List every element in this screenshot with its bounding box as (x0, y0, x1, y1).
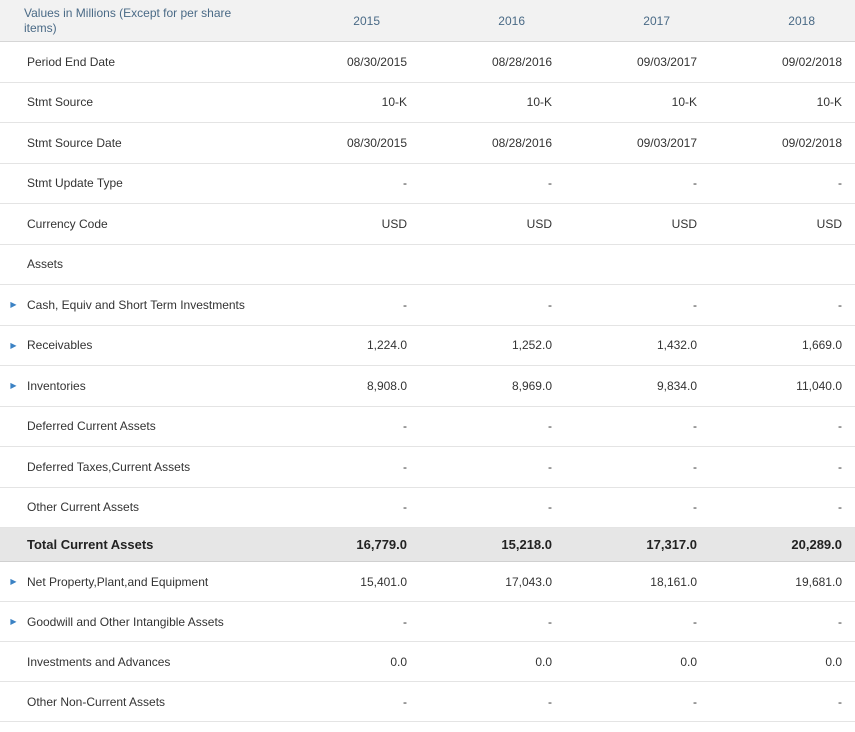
row-value-2016: - (548, 614, 552, 629)
row-value-2016: 10-K (526, 95, 552, 110)
table-row (0, 83, 855, 124)
row-value-2015: - (403, 694, 407, 709)
row-value-2015: 10-K (381, 95, 407, 110)
table-row (0, 407, 855, 448)
row-value-2018: 0.0 (825, 654, 842, 669)
row-value-2018: - (838, 500, 842, 515)
row-value-2015: 1,224.0 (366, 338, 407, 353)
row-value-2015: - (403, 459, 407, 474)
row-value-2016: - (548, 176, 552, 191)
triangle-right-icon[interactable]: ▶ (10, 300, 17, 310)
year-2016-header: 2016 (498, 13, 525, 28)
row-label: Stmt Source (27, 95, 94, 110)
row-value-2017: 10-K (671, 95, 697, 110)
table-row[interactable] (0, 285, 855, 326)
row-value-2016: 17,043.0 (505, 574, 552, 589)
row-value-2018: - (838, 459, 842, 474)
row-value-2018: - (838, 297, 842, 312)
row-value-2016: 15,218.0 (501, 537, 552, 552)
row-value-2018: 11,040.0 (796, 378, 842, 393)
row-value-2016: - (548, 694, 552, 709)
table-body (0, 42, 855, 722)
row-value-2016: 8,969.0 (511, 378, 552, 393)
table-row (0, 642, 855, 682)
row-value-2015: - (403, 614, 407, 629)
row-label: Cash, Equiv and Short Term Investments (27, 297, 245, 312)
row-value-2017: 17,317.0 (646, 537, 697, 552)
row-value-2018: 20,289.0 (791, 537, 842, 552)
row-label: Total Current Assets (27, 537, 154, 552)
row-value-2018: - (838, 694, 842, 709)
row-value-2018: - (838, 419, 842, 434)
row-label: Stmt Update Type (27, 176, 123, 191)
row-value-2018: - (838, 614, 842, 629)
row-label: Investments and Advances (27, 654, 171, 669)
row-value-2016: 0.0 (535, 654, 552, 669)
total-row (0, 528, 855, 562)
row-value-2018: - (838, 176, 842, 191)
row-label: Receivables (27, 338, 93, 353)
row-label: Deferred Taxes,Current Assets (27, 459, 191, 474)
row-value-2015: - (403, 419, 407, 434)
table-row (0, 164, 855, 205)
row-value-2015: USD (381, 216, 407, 231)
row-value-2017: - (693, 176, 697, 191)
row-value-2016: 1,252.0 (511, 338, 552, 353)
row-label: Currency Code (27, 216, 108, 231)
row-value-2017: - (693, 297, 697, 312)
row-value-2017: - (693, 500, 697, 515)
row-value-2016: - (548, 459, 552, 474)
row-value-2017: 0.0 (680, 654, 697, 669)
table-row (0, 245, 855, 286)
row-value-2017: 18,161.0 (650, 574, 697, 589)
row-value-2018: 09/02/2018 (781, 54, 842, 69)
row-value-2017: 09/03/2017 (636, 54, 697, 69)
row-value-2018: USD (816, 216, 842, 231)
row-value-2015: - (403, 500, 407, 515)
row-value-2018: 09/02/2018 (781, 135, 842, 150)
row-value-2017: - (693, 614, 697, 629)
row-value-2017: 1,432.0 (656, 338, 697, 353)
triangle-right-icon[interactable]: ▶ (10, 617, 17, 626)
row-value-2017: USD (671, 216, 697, 231)
year-2017-header: 2017 (643, 13, 670, 28)
year-2015-header: 2015 (353, 13, 380, 28)
triangle-right-icon[interactable]: ▶ (10, 577, 17, 586)
row-value-2015: 16,779.0 (356, 537, 407, 552)
row-value-2015: 08/30/2015 (346, 135, 407, 150)
row-value-2017: 09/03/2017 (636, 135, 697, 150)
row-value-2016: - (548, 297, 552, 312)
row-value-2016: 08/28/2016 (491, 135, 552, 150)
row-value-2015: 15,401.0 (360, 574, 407, 589)
table-row (0, 42, 855, 83)
row-value-2017: - (693, 694, 697, 709)
row-value-2016: - (548, 500, 552, 515)
row-value-2015: - (403, 176, 407, 191)
row-label: Other Current Assets (27, 500, 140, 515)
row-value-2017: - (693, 459, 697, 474)
row-value-2015: 0.0 (390, 654, 407, 669)
year-2018-header: 2018 (788, 13, 815, 28)
row-value-2015: 08/30/2015 (346, 54, 407, 69)
row-label: Other Non-Current Assets (27, 694, 166, 709)
row-value-2017: 9,834.0 (656, 378, 697, 393)
triangle-right-icon[interactable]: ▶ (10, 340, 17, 350)
row-label: Net Property,Plant,and Equipment (27, 574, 209, 589)
header-label: Values in Millions (Except for per share items) (24, 5, 232, 35)
row-label: Stmt Source Date (27, 135, 122, 150)
row-label: Goodwill and Other Intangible Assets (27, 614, 224, 629)
triangle-right-icon[interactable]: ▶ (10, 381, 17, 391)
row-value-2016: 08/28/2016 (491, 54, 552, 69)
table-row (0, 682, 855, 722)
table-header (0, 0, 855, 42)
row-value-2018: 19,681.0 (795, 574, 842, 589)
row-value-2017: - (693, 419, 697, 434)
row-value-2016: USD (526, 216, 552, 231)
table-row (0, 123, 855, 164)
table-row[interactable] (0, 326, 855, 367)
row-label: Deferred Current Assets (27, 419, 156, 434)
table-row[interactable] (0, 562, 855, 602)
row-label: Period End Date (27, 54, 116, 69)
row-value-2015: - (403, 297, 407, 312)
table-row (0, 447, 855, 488)
row-label: Inventories (27, 378, 86, 393)
row-value-2016: - (548, 419, 552, 434)
table-row (0, 204, 855, 245)
row-label: Assets (27, 257, 64, 272)
table-row (0, 488, 855, 529)
row-value-2018: 10-K (816, 95, 842, 110)
table-row[interactable] (0, 366, 855, 407)
row-value-2018: 1,669.0 (801, 338, 842, 353)
row-value-2015: 8,908.0 (366, 378, 407, 393)
table-row[interactable] (0, 602, 855, 642)
